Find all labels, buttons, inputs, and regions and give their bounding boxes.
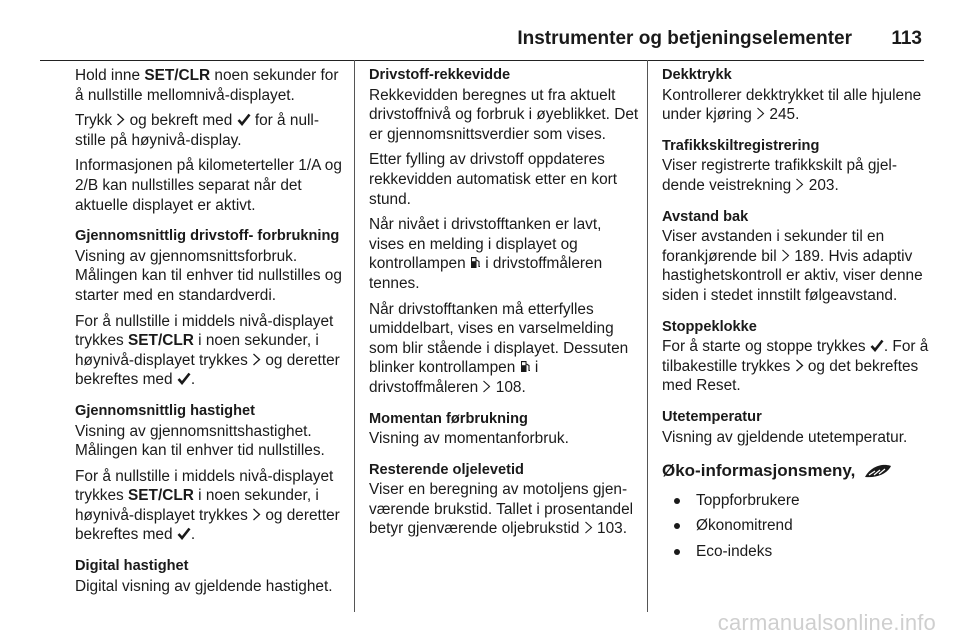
section-heading: Momentan førbrukning bbox=[369, 410, 528, 427]
paragraph: Rekkevidden beregnes ut fra aktuelt drivstoffnivå og forbruk i øyeblikket. Det er gjennomsnittsverdier som vises. bbox=[369, 86, 639, 143]
paragraph: Når nivået i drivstofftanken er lavt, vises en melding i displayet og kontrollampen i drivstoffmåleren tennes. bbox=[369, 216, 603, 292]
page-reference-icon bbox=[584, 521, 593, 534]
paragraph: For å starte og stoppe trykkes . For å tilbakestille trykkes og det bekreftes med Reset. bbox=[662, 338, 929, 395]
paragraph: For å nullstille i middels nivå-displayet trykkes SET/CLR i noen sekunder, i høynivå-displayet trykkes og deretter bekreftes med . bbox=[75, 312, 340, 389]
button-label-set-clr: SET/CLR bbox=[144, 67, 211, 84]
chevron-right-icon bbox=[795, 359, 804, 372]
section-heading: Avstand bak bbox=[662, 208, 749, 225]
checkmark-icon bbox=[870, 339, 884, 352]
checkmark-icon bbox=[177, 372, 191, 385]
page-reference-icon bbox=[795, 178, 804, 191]
paragraph: Viser en beregning av motoljens gjenværende brukstid. Tallet i prosentandel betyr gjenværende oljebrukstid 103. bbox=[369, 481, 634, 538]
paragraph: Etter fylling av drivstoff oppdateres rekkevidden automatisk etter en kort stund. bbox=[369, 151, 618, 208]
section-heading: Resterende oljelevetid bbox=[369, 461, 524, 478]
paragraph: Viser registrerte trafikkskilt på gjeldende veistrekning 203. bbox=[662, 157, 897, 194]
column-1 bbox=[75, 66, 343, 602]
paragraph: Digital visning av gjeldende hastighet. bbox=[75, 577, 333, 595]
column-2 bbox=[369, 66, 639, 545]
page-reference[interactable]: 189 bbox=[794, 247, 820, 265]
page-reference-icon bbox=[756, 107, 765, 120]
paragraph: Viser avstanden i sekunder til en forankjørende bil 189. Hvis adaptiv hastighetskontroll er aktiv, viser denne siden i stedet innstilt følgeavstand. bbox=[662, 228, 923, 304]
list-item: Økonomitrend bbox=[662, 516, 930, 536]
paragraph: Når drivstofftanken må etterfylles umiddelbart, vises en varselmelding som blir stående i displayet. Dessuten blinker kontrollampen i drivstoffmåleren 108. bbox=[369, 300, 629, 396]
page-header bbox=[40, 26, 924, 61]
checkmark-icon bbox=[237, 113, 251, 126]
section-heading: Utetemperatur bbox=[662, 408, 762, 425]
section-heading: Gjennomsnittlig hastighet bbox=[75, 402, 255, 419]
chevron-right-icon bbox=[116, 113, 125, 126]
column-divider bbox=[354, 60, 355, 612]
list-item: Toppforbrukere bbox=[662, 491, 930, 511]
section-heading: Stoppeklokke bbox=[662, 318, 757, 335]
column-divider bbox=[647, 60, 648, 612]
list-item: Eco-indeks bbox=[662, 542, 930, 562]
page-reference-icon bbox=[781, 249, 790, 262]
paragraph: Visning av gjennomsnittsforbruk. Målingen kan til enhver tid nullstilles og starter med en standardverdi. bbox=[75, 247, 342, 304]
section-heading: Dekktrykk bbox=[662, 67, 732, 83]
paragraph: For å nullstille i middels nivå-displayet trykkes SET/CLR i noen sekunder, i høynivå-displayet trykkes og deretter bekreftes med . bbox=[75, 467, 340, 544]
page-reference[interactable]: 103 bbox=[597, 520, 623, 538]
checkmark-icon bbox=[177, 527, 191, 540]
eco-menu-heading: Øko-informasjonsmeny, bbox=[662, 461, 930, 481]
paragraph: Trykk og bekreft med for å nullstille på høynivå-display. bbox=[75, 112, 319, 149]
section-heading: Drivstoff-rekkevidde bbox=[369, 67, 511, 83]
paragraph: Visning av gjennomsnittshastighet. Målingen kan til enhver tid nullstilles. bbox=[75, 422, 325, 460]
paragraph: Visning av momentanforbruk. bbox=[369, 430, 569, 448]
section-heading: Gjennomsnittlig drivstoff- forbrukning bbox=[75, 228, 340, 245]
page-reference[interactable]: 245 bbox=[769, 106, 796, 124]
column-3 bbox=[662, 66, 930, 567]
fuel-pump-icon bbox=[470, 255, 481, 269]
eco-leaf-icon bbox=[863, 462, 893, 480]
page-reference[interactable]: 203 bbox=[808, 176, 835, 194]
page-reference-icon bbox=[482, 380, 491, 393]
watermark: carmanualsonline.info bbox=[717, 610, 936, 635]
section-heading: Digital hastighet bbox=[75, 558, 189, 575]
paragraph: Informasjonen på kilometerteller 1/A og 2/B kan nullstilles separat når det aktuelle displayet er aktivt. bbox=[75, 157, 342, 214]
fuel-pump-icon bbox=[520, 359, 531, 373]
page-title: Instrumenter og betjeningselementer bbox=[517, 28, 852, 49]
page-reference[interactable]: 108 bbox=[495, 378, 522, 396]
paragraph: Visning av gjeldende utetemperatur. bbox=[662, 428, 908, 446]
chevron-right-icon bbox=[252, 508, 261, 521]
paragraph: Kontrollerer dekktrykket til alle hjulene under kjøring 245. bbox=[662, 86, 922, 124]
section-heading: Trafikkskiltregistrering bbox=[662, 137, 820, 154]
chevron-right-icon bbox=[252, 353, 261, 366]
paragraph: Hold inne SET/CLR noen sekunder for å nullstille mellomnivå-displayet. bbox=[75, 67, 339, 104]
page-number: 113 bbox=[891, 28, 922, 49]
